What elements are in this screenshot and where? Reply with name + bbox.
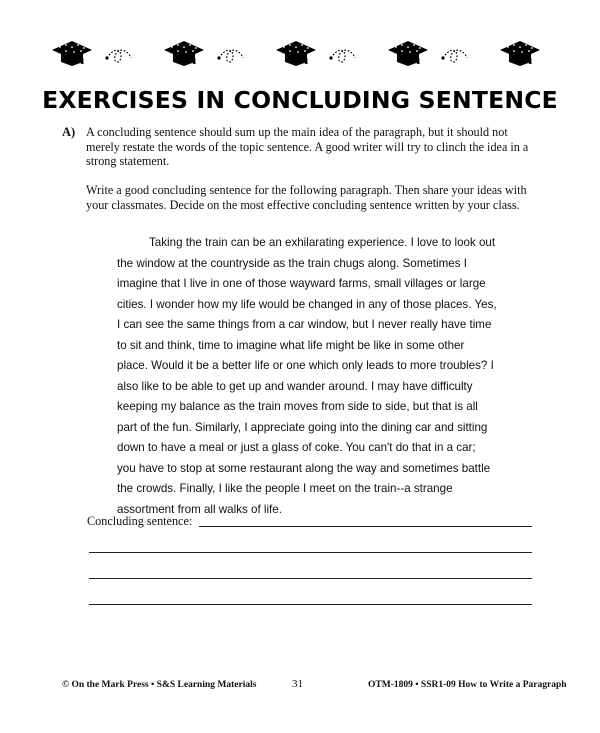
answer-line[interactable]	[89, 604, 532, 605]
dotted-loop-icon	[217, 50, 243, 62]
reading-paragraph: Taking the train can be an exhilarating experience. I love to look out the window at the countryside as the train chugs along. Sometimes I imagine that I live in one of those wayward farms, small villages or large cities. I wonder how my life would be changed in any of those places. Yes, I can see the same things from a car window, but I never really have time to sit and think, time to imagine what life might be like in some other place. Would it be a better life or one which only leads to more troubles? I also like to be able to get up and wander around. I may have difficulty keeping my balance as the train moves from side to side, but that is all part of the fun. Similarly, I appreciate going into the dining car and sitting down to have a meal or just a glass of coke. You can't do that in a car; you have to stop at some restaurant along the way and sometimes battle the crowds. Finally, I like the people I meet on the train--a strange assortment from all walks of life.	[117, 236, 497, 516]
graduation-cap-icon	[164, 41, 204, 66]
concluding-sentence-label: Concluding sentence:	[87, 514, 193, 528]
page-title: EXERCISES IN CONCLUDING SENTENCE	[42, 86, 558, 114]
footer-publisher: © On the Mark Press • S&S Learning Materials	[62, 680, 257, 690]
graduation-cap-icon	[276, 41, 316, 66]
graduation-cap-icon	[388, 41, 428, 66]
dotted-loop-icon	[105, 50, 131, 62]
graduation-cap-icon	[52, 41, 92, 66]
task-paragraph: Write a good concluding sentence for the following paragraph. Then share your ideas with your classmates. Decide on the most effective concluding sentence written by your class.	[86, 183, 527, 212]
graduation-cap-icon	[500, 41, 540, 66]
answer-line[interactable]	[89, 578, 532, 579]
answer-line[interactable]	[89, 552, 532, 553]
graduation-cap-border	[52, 34, 552, 78]
page-number: 31	[292, 678, 303, 690]
footer-product-code: OTM-1809 • SSR1-09 How to Write a Paragraph	[368, 680, 567, 690]
dotted-loop-icon	[441, 50, 467, 62]
concluding-sentence-row	[87, 512, 534, 532]
section-marker: A)	[62, 125, 76, 139]
instruction-paragraph: A concluding sentence should sum up the main idea of the paragraph, but it should not merely restate the words of the topic sentence. A good writer will try to clinch the idea in a strong statement.	[86, 125, 529, 169]
dotted-loop-icon	[329, 50, 355, 62]
answer-line[interactable]	[199, 526, 532, 527]
